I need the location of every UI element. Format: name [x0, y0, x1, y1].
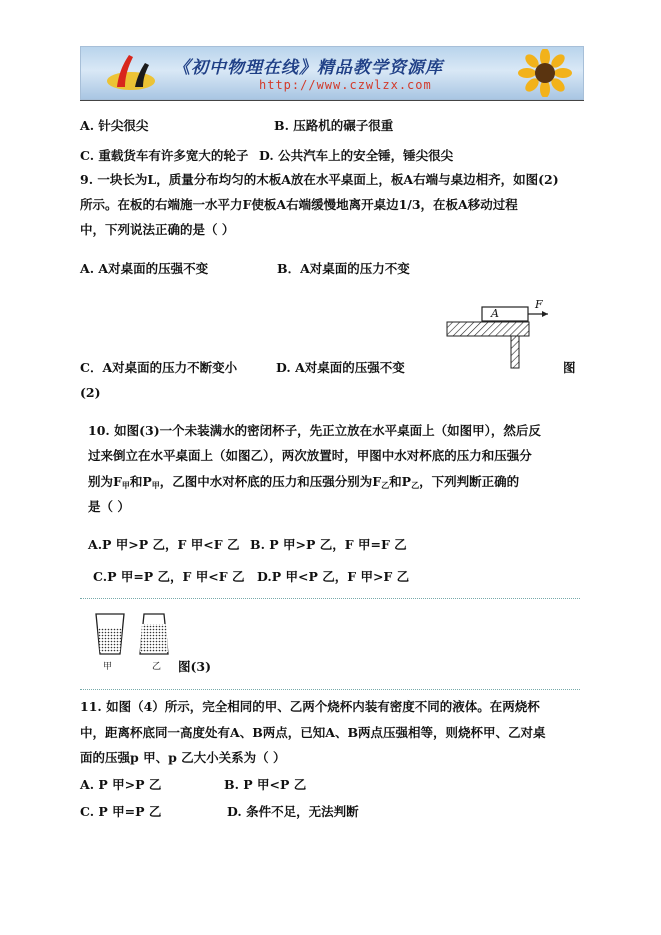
q11-line-1: 11. 如图（4）所示，完全相同的甲、乙两个烧杯内装有密度不同的液体。在两烧杯: [80, 699, 540, 714]
q9-option-d: D. A对桌面的压强不变: [276, 360, 405, 375]
figure-3-cup-yi-label: 乙: [152, 662, 162, 672]
q10-option-a: A.P 甲>P 乙，F 甲<F 乙: [88, 537, 240, 552]
q10-option-b: B. P 甲>P 乙，F 甲=F 乙: [250, 537, 407, 552]
figure-2-block-label: A: [491, 307, 499, 320]
q10-line-2: 过来倒立在水平桌面上（如图乙），两次放置时，甲图中水对杯底的压力和压强分: [88, 448, 532, 463]
header-rule: [80, 100, 584, 101]
figure-3-label: 图(3): [178, 659, 212, 674]
q10-option-d: D.P 甲<P 乙，F 甲>F 乙: [257, 569, 410, 584]
q11-option-a: A. P 甲>P 乙: [80, 777, 162, 792]
q10-line-1: 10. 如图(3)一个未装满水的密闭杯子，先正立放在水平桌面上（如图甲），然后反: [88, 423, 541, 438]
q9-line-1: 9. 一块长为L，质量分布均匀的木板A放在水平桌面上，板A右端与桌边相齐，如图(2): [80, 172, 559, 187]
figure-3-cups-diagram: [92, 610, 174, 658]
section-divider-2: [80, 689, 580, 690]
figure-2-force-label: F: [535, 298, 543, 311]
sunflower-icon: [515, 49, 575, 97]
q9-line-3: 中，下列说法正确的是（ ）: [80, 222, 235, 237]
q11-line-2: 中，距离杯底同一高度处有A、B两点，已知A、B两点压强相等，则烧杯甲、乙对桌: [80, 725, 546, 740]
q11-line-3: 面的压强p 甲、p 乙大小关系为（ ）: [80, 750, 286, 765]
banner-title: 《初中物理在线》精品教学资源库: [173, 58, 443, 78]
figure-2-label-number: (2): [80, 385, 101, 400]
q9-option-c: C．A对桌面的压力不断变小: [80, 360, 238, 375]
q8-option-b: B. 压路机的碾子很重: [274, 118, 394, 133]
q10-option-c: C.P 甲=P 乙，F 甲<F 乙: [93, 569, 245, 584]
q11-option-d: D. 条件不足，无法判断: [227, 804, 359, 819]
q8-option-c: C. 重载货车有许多宽大的轮子: [80, 148, 249, 163]
q11-option-b: B. P 甲<P 乙: [224, 777, 307, 792]
q8-option-a: A. 针尖很尖: [80, 118, 149, 133]
figure-3-cup-jia-label: 甲: [103, 662, 113, 672]
section-divider: [80, 598, 580, 599]
q11-option-c: C. P 甲=P 乙: [80, 804, 162, 819]
figure-2-label: 图: [563, 360, 576, 375]
q10-line-4: 是（ ）: [88, 499, 130, 514]
q9-option-a: A. A对桌面的压强不变: [80, 261, 209, 276]
banner-url: http://www.czwlzx.com: [259, 78, 432, 92]
q8-option-d: D. 公共汽车上的安全锤，锤尖很尖: [259, 148, 454, 163]
q9-option-b: B．A对桌面的压力不变: [277, 261, 410, 276]
site-logo-icon: [103, 51, 159, 95]
header-banner: [80, 46, 584, 100]
q9-line-2: 所示。在板的右端施一水平力F使板A右端缓慢地离开桌边1/3，在板A移动过程: [80, 197, 518, 212]
q10-line-3: 别为$F_甲$和$P_甲$，乙图中水对杯底的压力和压强分别为$F_乙$和$P_乙$，下列判断正确的: [88, 474, 520, 490]
